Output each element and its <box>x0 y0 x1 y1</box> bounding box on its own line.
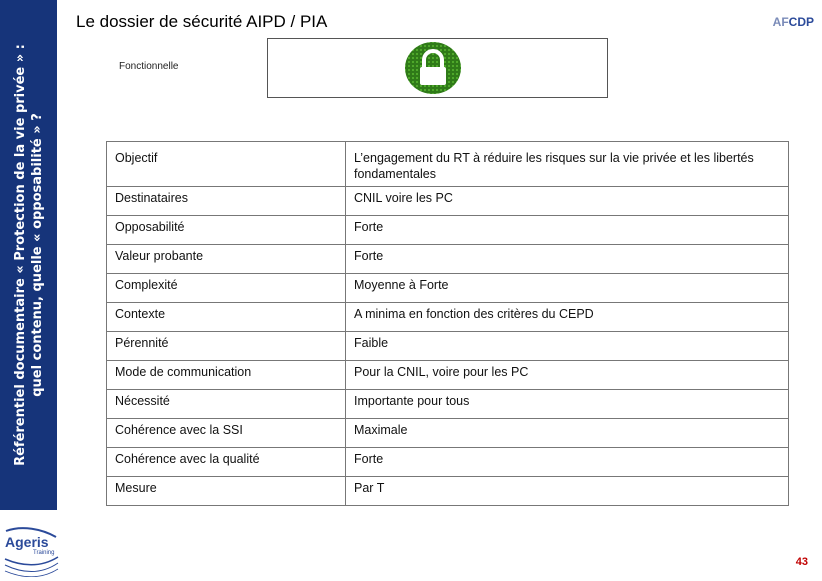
row-value: Pour la CNIL, voire pour les PC <box>346 361 789 390</box>
table-row <box>107 390 789 419</box>
row-value: Forte <box>346 216 789 245</box>
row-value: Maximale <box>346 419 789 448</box>
comparison-table <box>106 141 789 506</box>
table-row <box>107 303 789 332</box>
row-key: Contexte <box>107 303 346 332</box>
table-row <box>107 274 789 303</box>
row-value: Par T <box>346 477 789 506</box>
table-row <box>107 332 789 361</box>
ageris-logo <box>2 527 62 577</box>
row-key: Mode de communication <box>107 361 346 390</box>
ageris-logo-sub: Training <box>33 550 55 556</box>
afcdp-logo <box>773 15 814 29</box>
row-key: Valeur probante <box>107 245 346 274</box>
ageris-logo-name: Ageris <box>5 534 49 550</box>
row-key: Objectif <box>107 142 346 187</box>
table-row <box>107 477 789 506</box>
row-key: Destinataires <box>107 187 346 216</box>
page-title: Le dossier de sécurité AIPD / PIA <box>76 12 328 31</box>
row-key: Nécessité <box>107 390 346 419</box>
row-key: Mesure <box>107 477 346 506</box>
lock-icon <box>404 41 462 95</box>
row-value: Moyenne à Forte <box>346 274 789 303</box>
row-key: Cohérence avec la SSI <box>107 419 346 448</box>
brand-part1: AF <box>772 15 789 29</box>
table-row <box>107 448 789 477</box>
row-value: CNIL voire les PC <box>346 187 789 216</box>
sidebar-title-line1: Référentiel documentaire « Protection de la vie privée » : <box>12 44 28 466</box>
table-row <box>107 142 789 187</box>
table-row <box>107 216 789 245</box>
sidebar-vertical-title <box>0 0 57 510</box>
row-value: A minima en fonction des critères du CEPD <box>346 303 789 332</box>
sidebar-title-line2: quel contenu, quelle « opposabilité » ? <box>29 113 45 397</box>
page-number: 43 <box>795 556 808 568</box>
functional-label: Fonctionnelle <box>119 61 179 72</box>
table-row <box>107 187 789 216</box>
row-key: Complexité <box>107 274 346 303</box>
brand-part2: CDP <box>788 15 814 29</box>
row-value: Forte <box>346 245 789 274</box>
table-row <box>107 419 789 448</box>
row-key: Opposabilité <box>107 216 346 245</box>
sidebar-band <box>0 0 57 510</box>
row-value: Forte <box>346 448 789 477</box>
table-row <box>107 361 789 390</box>
row-value: Importante pour tous <box>346 390 789 419</box>
table-row <box>107 245 789 274</box>
row-value: L’engagement du RT à réduire les risques sur la vie privée et les libertés fondamentales <box>346 142 789 187</box>
row-value: Faible <box>346 332 789 361</box>
row-key: Pérennité <box>107 332 346 361</box>
row-key: Cohérence avec la qualité <box>107 448 346 477</box>
